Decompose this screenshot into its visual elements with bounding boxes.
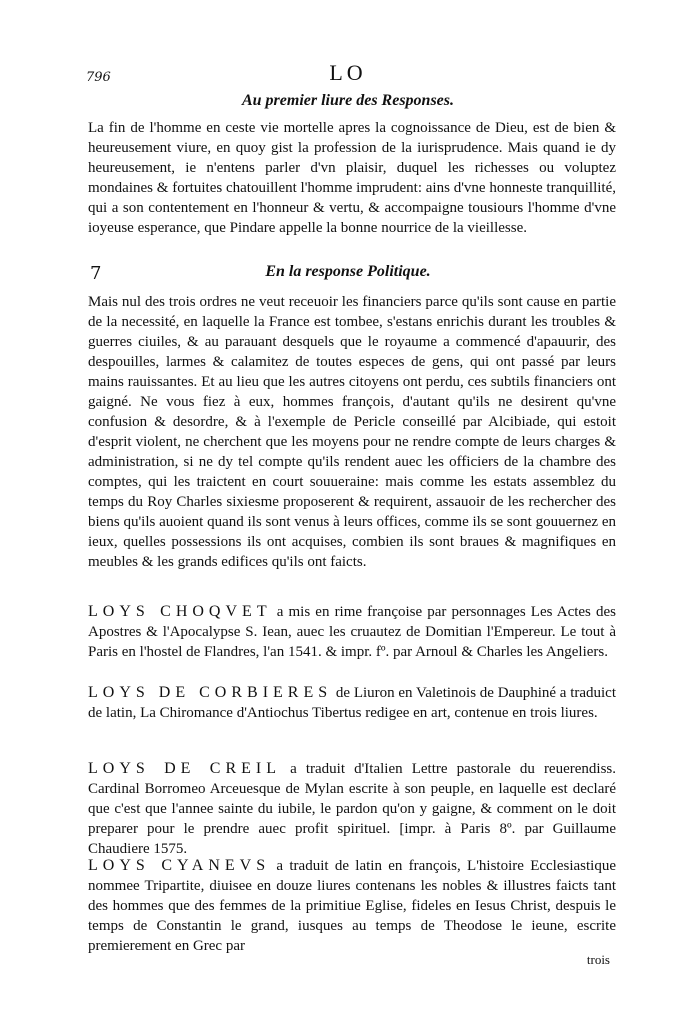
paragraph-responses: La fin de l'homme en ceste vie mortelle apres la cognoissance de Dieu, est de bien & heureusement viure, en quoy gist la profession de la iurisprudence. Mais quand ie dy heureusement, ie n'entens parler d'vn plaisir, duquel les richesses ou voluptez mondaines & fortuites chatouillent l'homme imprudent: ains d'vne honneste tranquillité, qui a son contentement en l'honneur & vertu, & accompaigne tousiours l'homme d'vne ioyeuse esperance, que Pindare appelle la bonne nourrice de la vieillesse. xyxy=(88,120,616,236)
entry-text: de Liuron en Valetinois de Dauphiné a traduict de latin, La Chiromance d'Antiochus Tibertus redigee en art, contenue en trois liures. xyxy=(88,685,617,721)
entry-text: a mis en rime françoise par personnages Les Actes des Apostres & l'Apocalypse S. Iean, auec les cruautez de Domitian l'Empereur. Le tout à Paris en l'hostel de Flandres, l'an 1541. & impr. fº. par Arnoul & Charles les Angeliers. xyxy=(88,604,617,660)
section-heading-politique: En la response Politique. xyxy=(265,263,431,280)
bibliography-entry xyxy=(88,602,616,662)
bibliography-entry xyxy=(88,759,616,859)
margin-mark: 7 xyxy=(90,263,102,284)
entry-author: LOYS CHOQVET xyxy=(88,603,272,620)
entry-author: LOYS CYANEVS xyxy=(88,857,271,874)
entry-author: LOYS DE CREIL xyxy=(88,760,282,777)
entry-author: LOYS DE CORBIERES xyxy=(88,684,333,701)
entry-text: a traduit de latin en françois, L'histoire Ecclesiastique nommee Tripartite, diuisee en douze liures contenans les nobles & illustres faicts tant des hommes que des femmes de la primitiue Eglise, fideles en Iesus Christ, despuis le temps de Constantin le grand, iusques au temps de Theodose le ieune, escrite premierement en Grec par xyxy=(88,858,616,954)
section-heading-responses: Au premier liure des Responses. xyxy=(241,92,454,109)
entry-text: a traduit d'Italien Lettre pastorale du reuerendiss. Cardinal Borromeo Arceuesque de Mylan escrite à son peuple, en laquelle est declaré que c'est que l'annee sainte du iubile, le pardon qu'on y gaigne, & comment on le doit preparer pour le prendre auec profit spirituel. [impr. à Paris 8º. par Guillaume Chaudiere 1575. xyxy=(88,761,616,857)
catchword: trois xyxy=(586,952,610,967)
running-head: LO xyxy=(329,60,367,85)
page-number: 796 xyxy=(86,70,111,85)
paragraph-politique: Mais nul des trois ordres ne veut receuoir les financiers parce qu'ils sont cause en partie de la necessité, en laquelle la France est tombee, s'estans enrichis durant les troubles & guerres ciuiles, & au parauant desquels que le royaume a commencé d'apauurir, des despouilles, larmes & calamitez de toutes especes de gens, qui ont passé par leurs mains rauissantes. Et au lieu que les autres citoyens ont perdu, ces subtils financiers ont gaigné. Ne vous fiez à eux, hommes françois, d'autant qu'ils ne desirent qu'vne confusion & desordre, & à l'exemple de Pericle conseillé par Alcibiade, qui estoit d'esprit violent, ne cherchent que les moyens pour ne rendre compte de leurs charges & administration, si ne dy tel compte qu'ils rendent auec les officiers de la chambre des comptes, qui les traictent en court souueraine: mais comme les estats assemblez du temps du Roy Charles sixiesme proposerent & requirent, assauoir de les rechercher des biens qu'ils auoient quand ils sont venus à leurs offices, comme ils se sont gouuernez en ieux, quelles possessions ils ont acquises, combien ils sont braues & magnifiques en meubles & les grands edifices qu'ils ont faicts. xyxy=(88,294,616,570)
bibliography-entry xyxy=(88,856,616,956)
bibliography-entry xyxy=(88,683,616,723)
